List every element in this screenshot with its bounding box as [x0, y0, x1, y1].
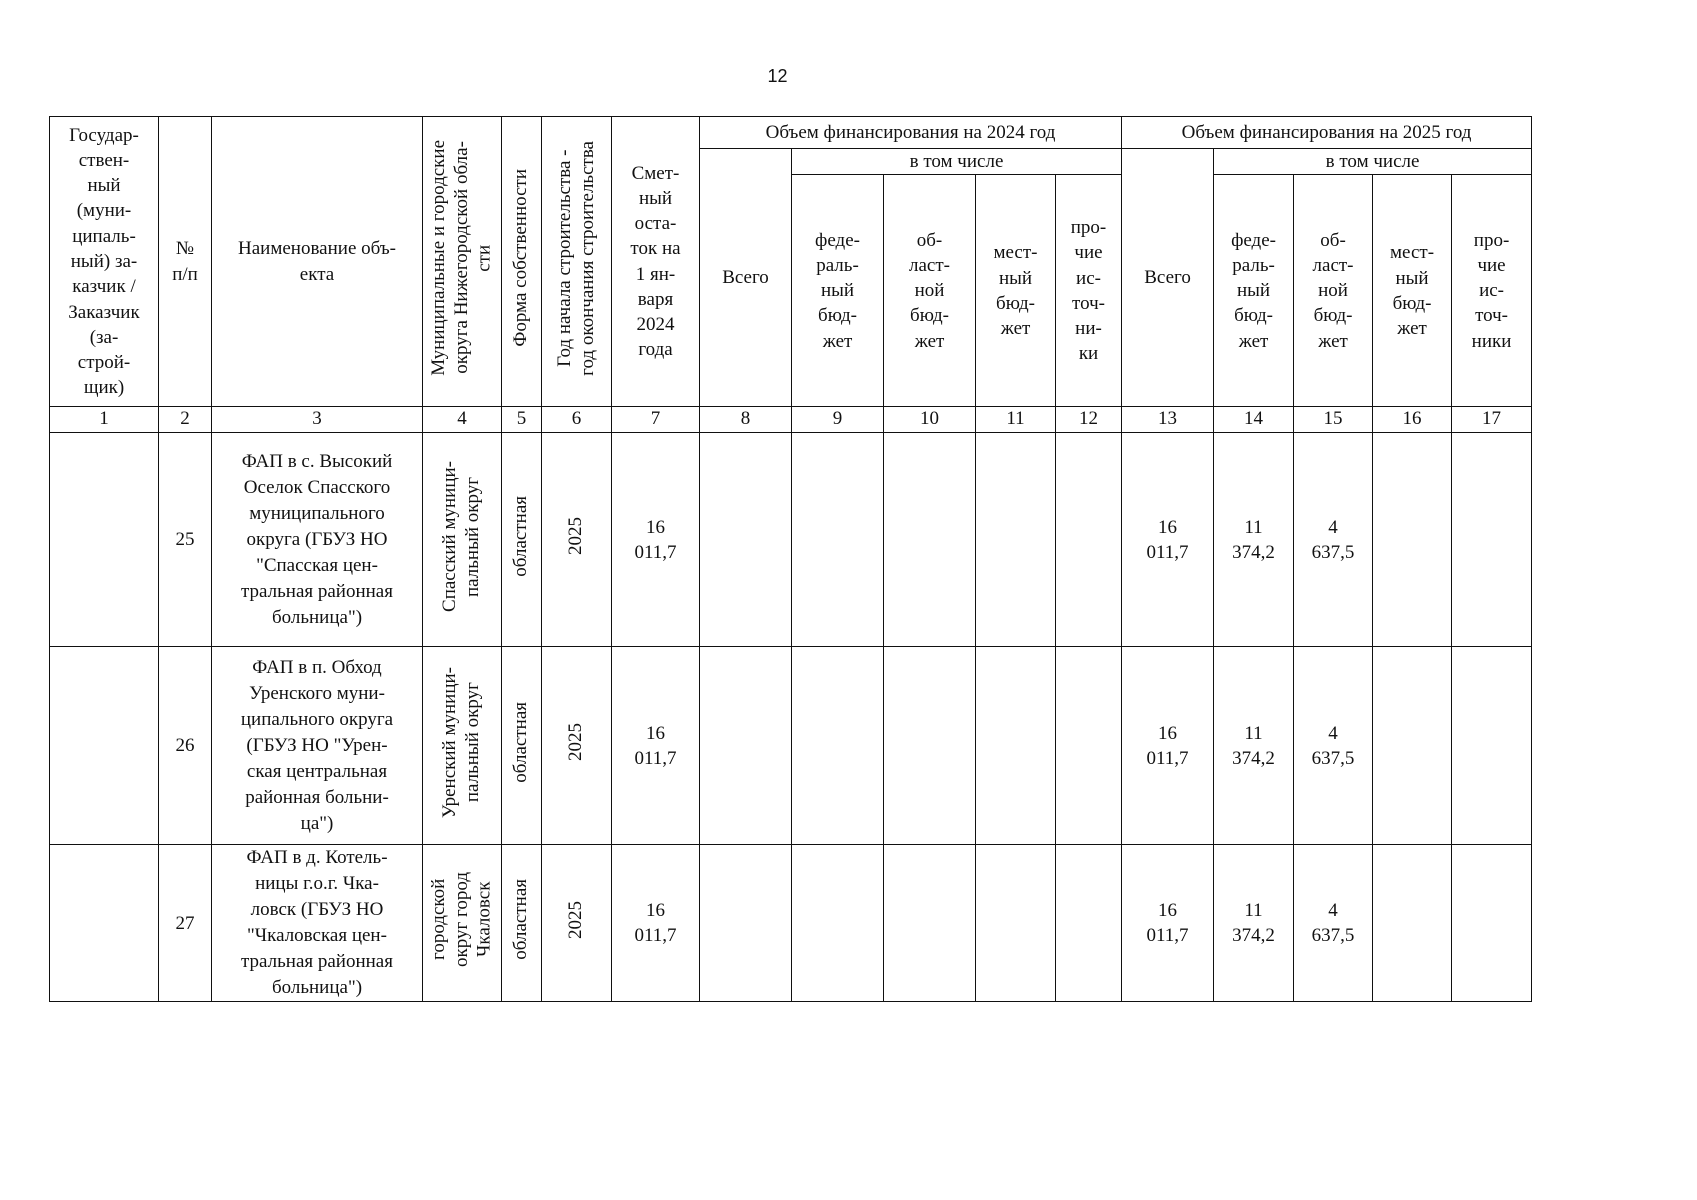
header-customer: Государ- ствен- ный (муни- ципаль- ный) за- казчик / Заказчик (за- строй- щик)	[50, 117, 159, 407]
header-2025-other: про- чие ис- точ- ники	[1452, 175, 1532, 407]
header-2025-total: Всего	[1122, 149, 1214, 407]
cell-2025-local	[1373, 647, 1452, 845]
cell-number: 27	[159, 845, 212, 1002]
header-2024-regional: об- ласт- ной бюд- жет	[884, 175, 976, 407]
cell-2024-regional	[884, 647, 976, 845]
cell-2025-local	[1373, 845, 1452, 1002]
header-years	[542, 117, 612, 407]
cell-number: 25	[159, 433, 212, 647]
table-row	[50, 647, 1532, 845]
cell-ownership	[502, 845, 542, 1002]
cell-years-text: 2025	[565, 900, 587, 939]
cell-2024-local	[976, 647, 1056, 845]
header-row-1	[50, 117, 1532, 149]
cell-2024-regional	[884, 433, 976, 647]
column-number: 15	[1294, 407, 1373, 433]
cell-2024-local	[976, 433, 1056, 647]
column-number: 6	[542, 407, 612, 433]
column-number: 16	[1373, 407, 1452, 433]
cell-years	[542, 845, 612, 1002]
header-ownership	[502, 117, 542, 407]
cell-ownership	[502, 647, 542, 845]
cell-customer	[50, 647, 159, 845]
cell-municipality	[423, 647, 502, 845]
header-group-2024: Объем финансирования на 2024 год	[700, 117, 1122, 149]
cell-municipality-text: Спасский муници- пальный округ	[439, 460, 483, 612]
cell-customer	[50, 845, 159, 1002]
cell-ownership	[502, 433, 542, 647]
cell-2025-other	[1452, 647, 1532, 845]
column-number: 5	[502, 407, 542, 433]
header-2025-federal: феде- раль- ный бюд- жет	[1214, 175, 1294, 407]
column-number: 9	[792, 407, 884, 433]
cell-2024-other	[1056, 433, 1122, 647]
header-municipality-text: Муниципальные и городские округа Нижегородской обла- сти	[427, 140, 495, 376]
cell-municipality	[423, 845, 502, 1002]
page-number: 12	[767, 66, 788, 86]
cell-2025-other	[1452, 433, 1532, 647]
header-object-name: Наименование объ- екта	[212, 117, 423, 407]
column-number: 7	[612, 407, 700, 433]
cell-2025-total: 16 011,7	[1122, 433, 1214, 647]
cell-estimate: 16 011,7	[612, 433, 700, 647]
cell-2024-total	[700, 433, 792, 647]
cell-2024-local	[976, 845, 1056, 1002]
cell-2025-regional: 4 637,5	[1294, 845, 1373, 1002]
header-2024-including: в том числе	[792, 149, 1122, 175]
cell-ownership-text: областная	[510, 701, 532, 783]
column-number: 8	[700, 407, 792, 433]
cell-2025-regional: 4 637,5	[1294, 647, 1373, 845]
header-2024-local: мест- ный бюд- жет	[976, 175, 1056, 407]
cell-years	[542, 647, 612, 845]
header-group-2025: Объем финансирования на 2025 год	[1122, 117, 1532, 149]
cell-2025-total: 16 011,7	[1122, 845, 1214, 1002]
cell-2025-federal: 11 374,2	[1214, 647, 1294, 845]
header-2025-including: в том числе	[1214, 149, 1532, 175]
cell-2024-regional	[884, 845, 976, 1002]
cell-2024-federal	[792, 433, 884, 647]
cell-object-name: ФАП в п. Обход Уренского муни- ципального округа (ГБУЗ НО "Урен- ская центральная районная больни- ца")	[212, 647, 423, 845]
cell-object-name: ФАП в с. Высокий Оселок Спасского муниципального округа (ГБУЗ НО "Спасская цен- тральная районная больница")	[212, 433, 423, 647]
column-number: 13	[1122, 407, 1214, 433]
cell-2025-local	[1373, 433, 1452, 647]
column-number: 10	[884, 407, 976, 433]
table-row	[50, 433, 1532, 647]
table-row	[50, 845, 1532, 1002]
header-2025-local: мест- ный бюд- жет	[1373, 175, 1452, 407]
header-estimate: Смет- ный оста- ток на 1 ян- варя 2024 года	[612, 117, 700, 407]
cell-2024-federal	[792, 845, 884, 1002]
header-2024-other: про- чие ис- точ- ни- ки	[1056, 175, 1122, 407]
column-number-row	[50, 407, 1532, 433]
cell-2025-other	[1452, 845, 1532, 1002]
cell-municipality-text: Уренский муници- пальный округ	[439, 666, 483, 818]
header-number: № п/п	[159, 117, 212, 407]
cell-years-text: 2025	[565, 723, 587, 762]
column-number: 2	[159, 407, 212, 433]
header-municipality	[423, 117, 502, 407]
cell-2025-federal: 11 374,2	[1214, 845, 1294, 1002]
column-number: 14	[1214, 407, 1294, 433]
cell-2025-regional: 4 637,5	[1294, 433, 1373, 647]
header-years-text: Год начала строительства - год окончания строительства	[553, 140, 598, 376]
cell-ownership-text: областная	[510, 879, 532, 961]
financing-table	[49, 116, 1532, 1002]
cell-customer	[50, 433, 159, 647]
cell-2025-federal: 11 374,2	[1214, 433, 1294, 647]
header-2024-federal: феде- раль- ный бюд- жет	[792, 175, 884, 407]
cell-2024-total	[700, 647, 792, 845]
cell-estimate: 16 011,7	[612, 647, 700, 845]
column-number: 17	[1452, 407, 1532, 433]
cell-2024-total	[700, 845, 792, 1002]
cell-object-name: ФАП в д. Котель- ницы г.о.г. Чка- ловск (ГБУЗ НО "Чкаловская цен- тральная районная больница")	[212, 845, 423, 1002]
cell-ownership-text: областная	[510, 495, 532, 577]
cell-municipality	[423, 433, 502, 647]
header-ownership-text: Форма собственности	[510, 169, 532, 347]
cell-years	[542, 433, 612, 647]
cell-number: 26	[159, 647, 212, 845]
column-number: 4	[423, 407, 502, 433]
cell-municipality-text: городской округ город Чкаловск	[427, 872, 495, 968]
column-number: 12	[1056, 407, 1122, 433]
column-number: 11	[976, 407, 1056, 433]
cell-years-text: 2025	[565, 517, 587, 556]
cell-2024-federal	[792, 647, 884, 845]
column-number: 3	[212, 407, 423, 433]
column-number: 1	[50, 407, 159, 433]
header-2025-regional: об- ласт- ной бюд- жет	[1294, 175, 1373, 407]
cell-2024-other	[1056, 647, 1122, 845]
cell-2024-other	[1056, 845, 1122, 1002]
cell-2025-total: 16 011,7	[1122, 647, 1214, 845]
header-2024-total: Всего	[700, 149, 792, 407]
cell-estimate: 16 011,7	[612, 845, 700, 1002]
